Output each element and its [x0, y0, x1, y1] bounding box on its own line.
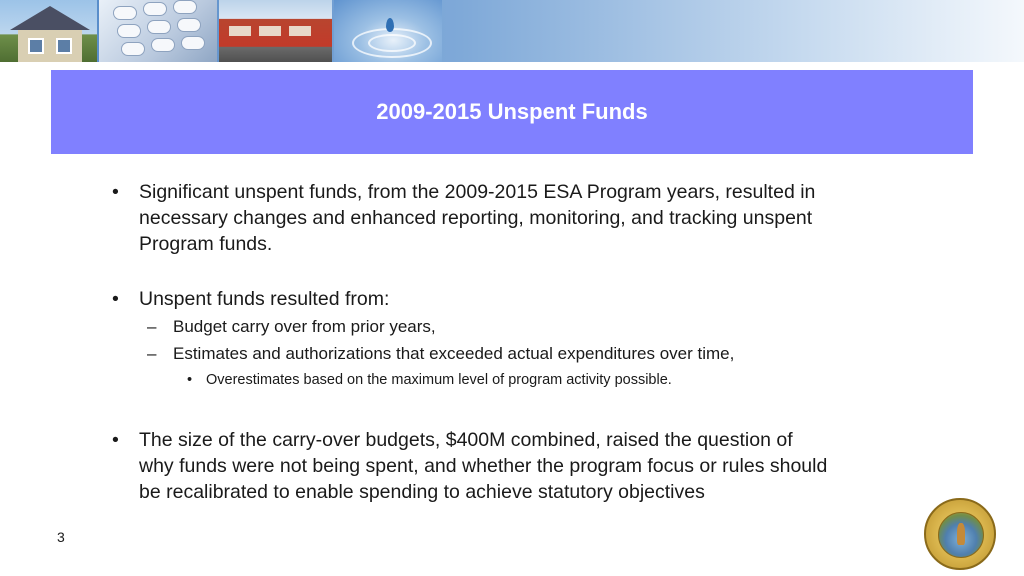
sub-sub-bullet-text: Overestimates based on the maximum level of program activity possible.	[206, 372, 672, 388]
bullet-text-line: Unspent funds resulted from:	[139, 288, 390, 310]
sub-bullet-marker: –	[147, 317, 157, 336]
bullet-text-line: why funds were not being spent, and whether the program focus or rules should	[139, 455, 828, 477]
sub-bullet-marker: –	[147, 344, 157, 363]
sub-bullet-text: Budget carry over from prior years,	[173, 317, 436, 336]
bullet-marker: •	[112, 181, 119, 203]
bullet-item	[112, 427, 828, 505]
bullet-marker: •	[112, 288, 119, 310]
california-puc-seal-icon	[924, 498, 996, 570]
bullet-item	[112, 286, 390, 312]
sub-bullet-item	[147, 316, 436, 338]
sub-sub-bullet-item	[187, 370, 672, 390]
bullet-text-line: be recalibrated to enable spending to achieve statutory objectives	[139, 481, 705, 503]
bullet-text-line: The size of the carry-over budgets, $400M combined, raised the question of	[139, 429, 793, 451]
bullet-item	[112, 179, 816, 257]
bullet-text-line: Significant unspent funds, from the 2009-2015 ESA Program years, resulted in	[139, 181, 816, 203]
sub-bullet-text: Estimates and authorizations that exceeded actual expenditures over time,	[173, 344, 735, 363]
sub-bullet-item	[147, 343, 735, 365]
slide-title: 2009-2015 Unspent Funds	[376, 99, 648, 124]
bullet-text-line: necessary changes and enhanced reporting, monitoring, and tracking unspent	[139, 207, 813, 229]
bullet-marker: •	[112, 429, 119, 451]
bullet-text-line: Program funds.	[139, 233, 273, 255]
slide-number: 3	[57, 529, 65, 545]
sub-sub-bullet-marker: •	[187, 372, 193, 388]
